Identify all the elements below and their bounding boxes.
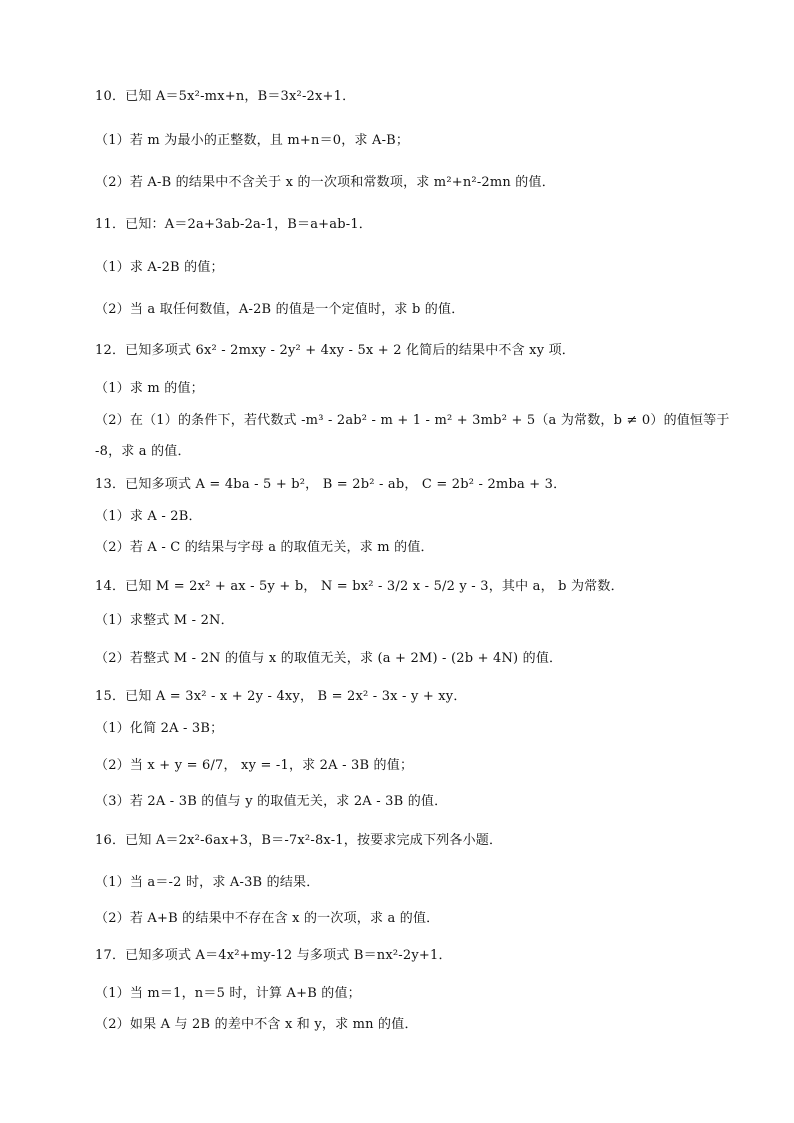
problem-16-part-2: （2）若 A+B 的结果中不存在含 x 的一次项，求 a 的值． <box>95 911 440 926</box>
problem-14-part-1: （1）求整式 M - 2N． <box>95 613 234 628</box>
problem-13-part-1: （1）求 A - 2B． <box>95 509 202 524</box>
problem-10-part-2: （2）若 A-B 的结果中不含关于 x 的一次项和常数项，求 m²+n²-2mn 的值． <box>95 175 555 190</box>
problem-15-part-3: （3）若 2A - 3B 的值与 y 的取值无关，求 2A - 3B 的值． <box>95 794 448 809</box>
problem-16-part-1: （1）当 a＝-2 时，求 A-3B 的结果． <box>95 875 320 890</box>
problem-13-statement: 13．已知多项式 A = 4ba - 5 + b²， B = 2b² - ab， C = 2b² - 2mba + 3． <box>95 477 567 492</box>
problem-12-part-2: （2）在（1）的条件下，若代数式 -m³ - 2ab² - m + 1 - m² + 3mb² + 5（a 为常数，b ≠ 0）的值恒等于 <box>95 413 730 428</box>
problem-10-statement: 10．已知 A＝5x²-mx+n，B＝3x²-2x+1． <box>95 89 356 104</box>
problem-12-statement: 12．已知多项式 6x² - 2mxy - 2y² + 4xy - 5x + 2 化简后的结果中不含 xy 项． <box>95 343 575 358</box>
problem-11-part-2: （2）当 a 取任何数值，A-2B 的值是一个定值时，求 b 的值． <box>95 302 465 317</box>
problem-11-statement: 11．已知：A＝2a+3ab-2a-1，B＝a+ab-1． <box>95 217 372 232</box>
problem-11-part-1: （1）求 A-2B 的值； <box>95 260 224 275</box>
problem-13-part-2: （2）若 A - C 的结果与字母 a 的取值无关，求 m 的值． <box>95 540 434 555</box>
problem-12-part-2-cont: -8，求 a 的值． <box>95 444 191 459</box>
problem-15-statement: 15．已知 A = 3x² - x + 2y - 4xy， B = 2x² - 3x - y + xy． <box>95 689 467 704</box>
problem-15-part-1: （1）化简 2A - 3B； <box>95 721 224 736</box>
problem-16-statement: 16．已知 A＝2x²-6ax+3，B＝-7x²-8x-1，按要求完成下列各小题． <box>95 833 503 848</box>
problem-12-part-1: （1）求 m 的值； <box>95 381 204 396</box>
problem-10-part-1: （1）若 m 为最小的正整数，且 m+n＝0，求 A-B； <box>95 133 410 148</box>
problem-15-part-2: （2）当 x + y = 6/7， xy = -1，求 2A - 3B 的值； <box>95 758 414 773</box>
problem-14-statement: 14．已知 M = 2x² + ax - 5y + b， N = bx² - 3/2 x - 5/2 y - 3，其中 a， b 为常数． <box>95 579 624 594</box>
problem-17-part-1: （1）当 m＝1，n＝5 时，计算 A+B 的值； <box>95 986 361 1001</box>
problem-17-statement: 17．已知多项式 A＝4x²+my-12 与多项式 B＝nx²-2y+1． <box>95 948 452 963</box>
problem-17-part-2: （2）如果 A 与 2B 的差中不含 x 和 y，求 mn 的值． <box>95 1017 418 1032</box>
problem-14-part-2: （2）若整式 M - 2N 的值与 x 的取值无关，求 (a + 2M) - (2b + 4N) 的值． <box>95 651 563 666</box>
